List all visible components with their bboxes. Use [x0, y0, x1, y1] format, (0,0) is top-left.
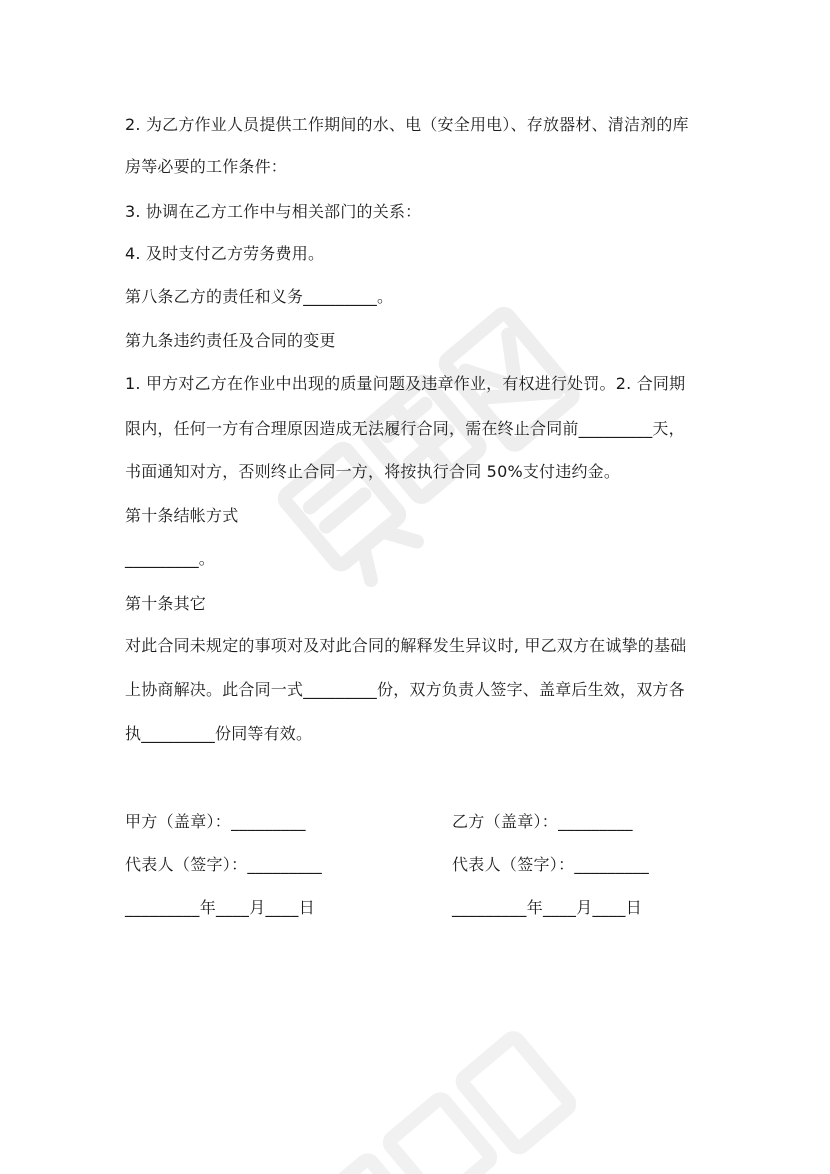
article-heading: 第九条违约责任及合同的变更 — [125, 331, 336, 350]
watermark-logo-bottom — [290, 1030, 590, 1174]
clause-line: 房等必要的工作条件： — [125, 157, 288, 176]
clause-line: 3. 协调在乙方工作中与相关部门的关系： — [125, 202, 422, 221]
clause-line: 书面通知对方，否则终止合同一方，将按执行合同 50%支付违约金。 — [125, 462, 621, 481]
clause-line: 2. 为乙方作业人员提供工作期间的水、电（安全用电）、存放器材、清洁剂的库 — [125, 115, 689, 134]
party-a-date: _________年____月____日 — [125, 898, 315, 917]
article-heading: 第十条结帐方式 — [125, 506, 239, 525]
party-b-representative: 代表人（签字）：_________ — [452, 855, 650, 874]
article-heading: 第十条其它 — [125, 594, 207, 613]
clause-line: _________。 — [125, 549, 215, 568]
clause-line: 1. 甲方对乙方在作业中出现的质量问题及违章作业，有权进行处罚。2. 合同期 — [125, 374, 686, 393]
clause-line: 执_________份同等有效。 — [125, 724, 313, 743]
party-a-representative: 代表人（签字）：_________ — [125, 855, 323, 874]
party-a-seal: 甲方（盖章）：_________ — [125, 812, 306, 831]
clause-line: 4. 及时支付乙方劳务费用。 — [125, 244, 325, 263]
clause-line: 对此合同未规定的事项对及对此合同的解释发生异议时, 甲乙双方在诚挚的基础 — [125, 636, 687, 655]
clause-line: 上协商解决。此合同一式_________份，双方负责人签字、盖章后生效，双方各 — [125, 680, 685, 699]
article-heading: 第八条乙方的责任和义务_________。 — [125, 287, 394, 306]
party-b-seal: 乙方（盖章）：_________ — [452, 812, 633, 831]
party-b-date: _________年____月____日 — [452, 898, 642, 917]
clause-line: 限内，任何一方有合理原因造成无法履行合同，需在终止合同前_________天， — [125, 419, 685, 438]
